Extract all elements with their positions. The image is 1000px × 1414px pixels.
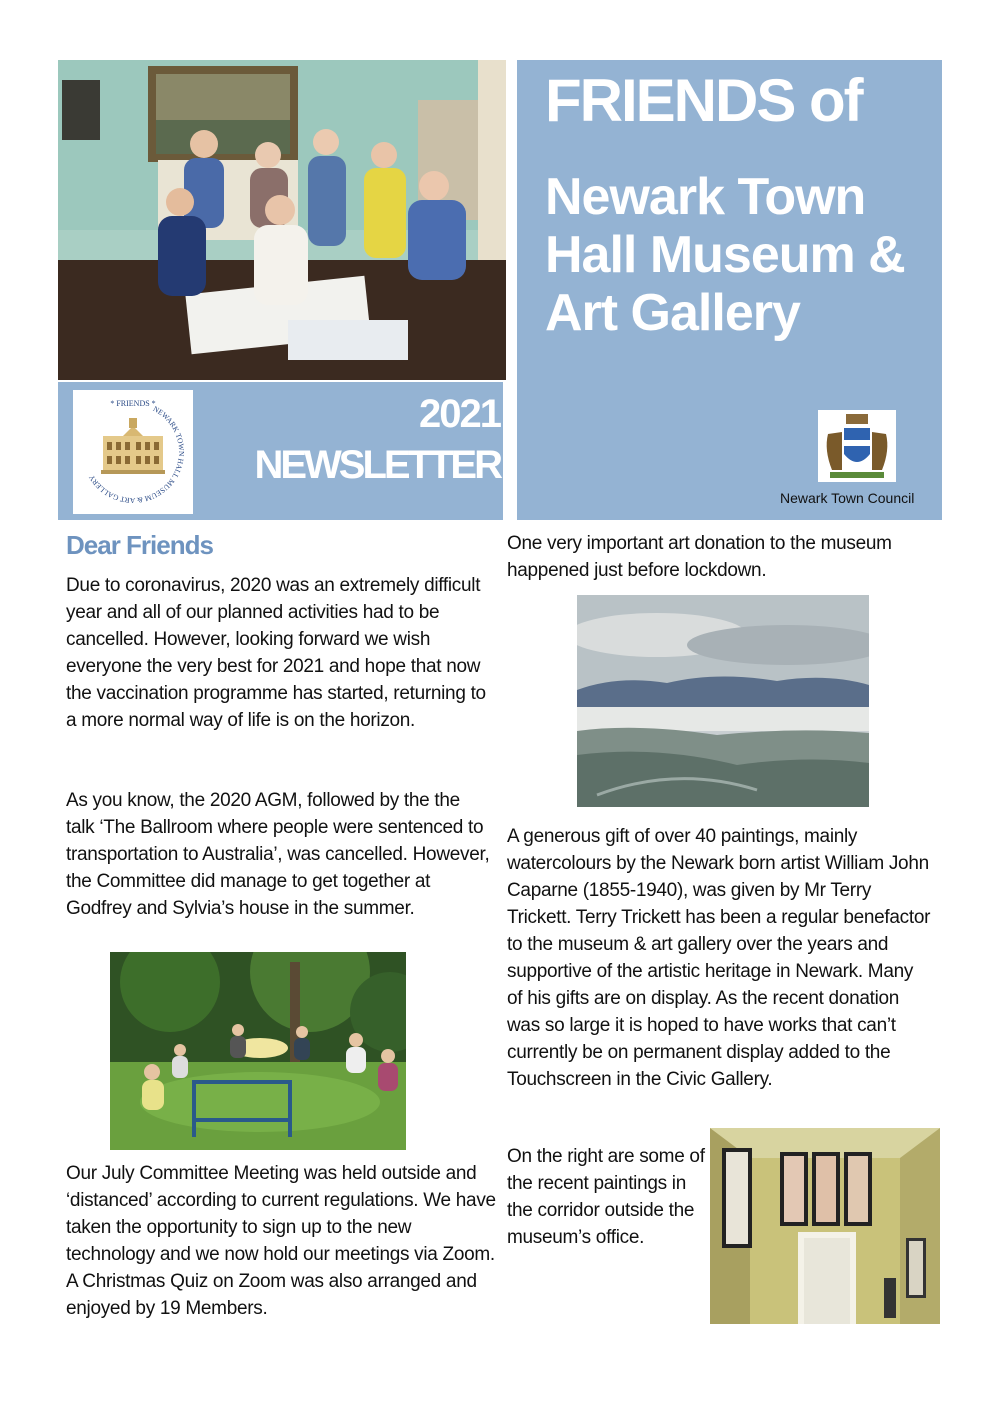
corridor-paragraph: On the right are some of the recent paintings in the corridor outside the museum’s office. xyxy=(507,1146,705,1248)
garden-meeting-photo xyxy=(110,952,406,1150)
logo-top-text: * FRIENDS * xyxy=(110,399,156,408)
newsletter-year: 2021 xyxy=(419,392,500,436)
newsletter-word: NEWSLETTER xyxy=(254,443,500,487)
council-label: Newark Town Council xyxy=(780,490,915,506)
title-friends: FRIENDS of xyxy=(545,67,862,134)
watercolour-painting-photo xyxy=(577,595,869,807)
committee-group-photo xyxy=(58,60,506,380)
dear-friends-heading: Dear Friends xyxy=(66,530,213,560)
agm-paragraph: As you know, the 2020 AGM, followed by the the talk ‘The Ballroom where people were sentenced to transportation to Australia’, was cancelled. However, the Committee did manage to get together at Godfrey and Sylvia’s house in the summer. xyxy=(66,790,490,919)
corridor-paintings-photo xyxy=(710,1128,940,1324)
committee-meeting-paragraph: Our July Committee Meeting was held outside and ‘distanced’ according to current regulations. We have taken the opportunity to sign up to the new technology and we now hold our meetings via Zoom. A Christmas Quiz on Zoom was also arranged and enjoyed by 19 Members. xyxy=(66,1163,496,1319)
council-crest-icon xyxy=(818,410,896,482)
caparne-donation-paragraph: A generous gift of over 40 paintings, mainly watercolours by the Newark born artist William John Caparne (1855-1940), was given by Mr Terry Trickett. Terry Trickett has been a regular benefactor to the museum & art gallery over the years and supportive of the artistic heritage in Newark. Many of his gifts are on display. As the recent donation was so large it is hoped to have works that can’t currently be on permanent display added to the Touchscreen in the Civic Gallery. xyxy=(507,826,931,1090)
friends-logo xyxy=(73,390,193,514)
intro-paragraph: Due to coronavirus, 2020 was an extremely difficult year and all of our planned activities had to be cancelled. However, looking forward we wish everyone the very best for 2021 and hope that now the vaccination programme has started, returning to a more normal way of life is on the horizon. xyxy=(66,575,486,731)
title-museum-name: Newark Town Hall Museum & Art Gallery xyxy=(545,168,905,343)
logo-ring-text: NEWARK TOWN HALL MUSEUM & ART GALLERY xyxy=(86,404,187,506)
donation-intro-paragraph: One very important art donation to the museum happened just before lockdown. xyxy=(507,533,892,581)
